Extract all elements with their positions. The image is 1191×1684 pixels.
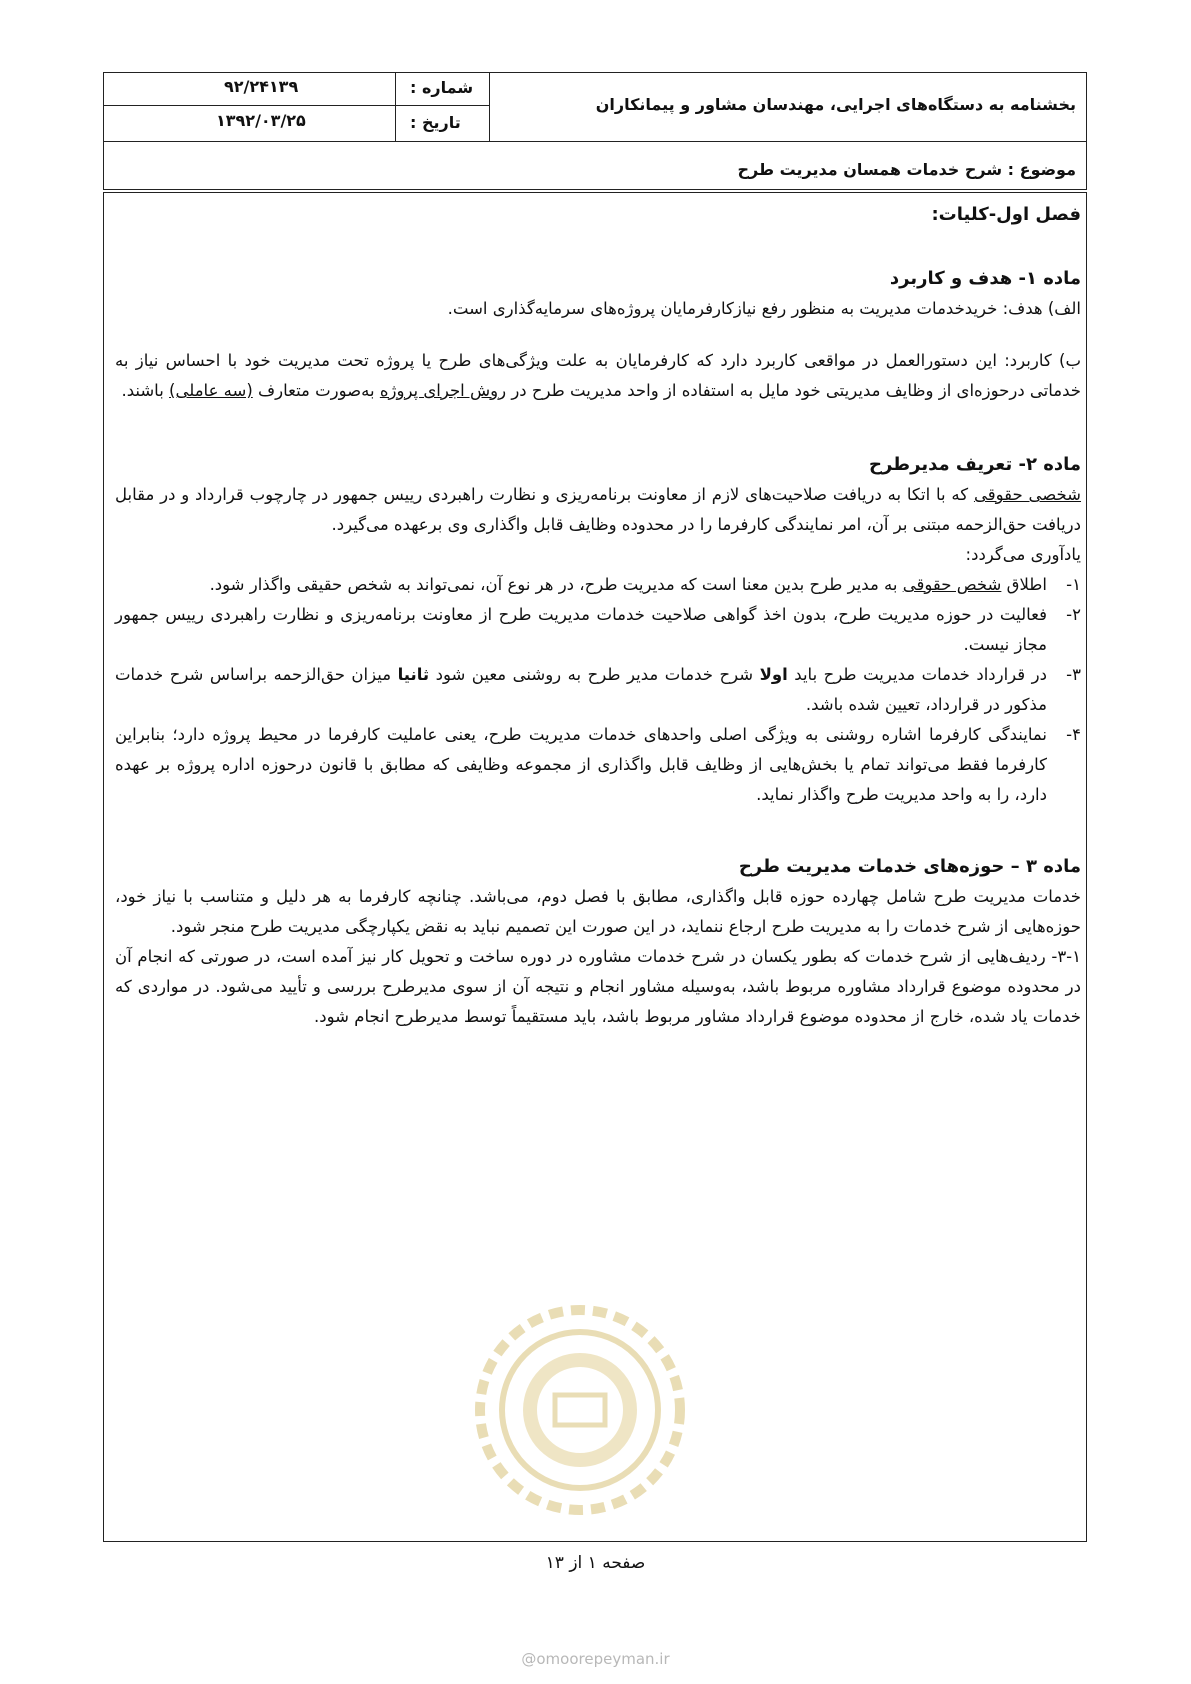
subject-line: موضوع : شرح خدمات همسان مدیریت طرح — [737, 160, 1076, 179]
page-number: صفحه ۱ از ۱۳ — [545, 1553, 646, 1573]
list-item: ۳- در قرارداد خدمات مدیریت طرح باید اولا شرح خدمات مدیر طرح به روشنی معین شود ثانیا میزان حق‌الزحمه براساس شرح خدمات مذکور در قرارداد، تعیین شده باشد. — [115, 665, 1081, 714]
addressee-line: بخشنامه به دستگاه‌های اجرایی، مهندسان مشاور و پیمانکاران — [595, 95, 1076, 114]
date-value: ۱۳۹۲/۰۳/۲۵ — [216, 111, 306, 130]
brand-watermark: @omoorepeyman.ir — [521, 1650, 670, 1668]
article-2-definition: شخصی حقوقی که با اتکا به دریافت صلاحیت‌های لازم از معاونت برنامه‌ریزی و نظارت راهبردی رییس جمهور در چارچوب قرارداد و در مقابل دریافت حق‌الزحمه مبتنی بر آن، امر نمایندگی کارفرما را در محدوده وظایف قابل واگذاری وی برعهده می‌گیرد. — [115, 485, 1082, 534]
article-1-para-b: ب) کاربرد: این دستورالعمل در مواقعی کاربرد دارد که کارفرمایان به علت ویژگی‌های طرح یا پروژه تحت مدیریت خود با احساس نیاز به خدماتی درحوزه‌ای از وظایف مدیریتی خود مایل به استفاده از واحد مدیریت طرح در روش اجرای پروژه به‌صورت متعارف (سه عاملی) باشند. — [115, 351, 1081, 400]
underlined-term: شخصی حقوقی — [973, 485, 1082, 504]
chapter-title: فصل اول-کلیات: — [931, 204, 1081, 225]
bold-term: اولا — [759, 665, 788, 684]
article-2-title: ماده ۲- تعریف مدیرطرح — [869, 454, 1081, 475]
seal-watermark-icon — [470, 1300, 690, 1520]
bold-term: ثانیا — [397, 665, 430, 684]
reminder-list — [115, 570, 1081, 810]
article-3-title: ماده ۳ – حوزه‌های خدمات مدیریت طرح — [738, 856, 1081, 877]
article-3-sub-1: ۳-۱- ردیف‌هایی از شرح خدمات که بطور یکسان در شرح خدمات مشاوره در دوره ساخت و تحویل کار نیز آمده است، در صورتی که انجام آن در محدوده موضوع قرارداد مشاوره مربوط باشد، به‌وسیله مشاور انجام و نتیجه آن از سوی مدیرطرح بررسی و تأیید می‌شود. در مواردی که خدمات یاد شده، خارج از محدوده موضوع قرارداد مشاور مربوط باشد، باید مستقیماً توسط مدیرطرح انجام شود. — [115, 947, 1081, 1026]
article-1-para-a: الف) هدف: خریدخدمات مدیریت به منظور رفع نیازکارفرمایان پروژه‌های سرمایه‌گذاری است. — [447, 299, 1081, 318]
reminder-label: یادآوری می‌گردد: — [965, 545, 1081, 564]
article-3-para: خدمات مدیریت طرح شامل چهارده حوزه قابل واگذاری، مطابق با فصل دوم، می‌باشد. چنانچه کارفرما به هر دلیل و متناسب با نیاز خود، حوزه‌هایی از شرح خدمات را به مدیریت طرح ارجاع ننماید، در این صورت این تصمیم نباید به نقض یکپارچگی مدیریت طرح منجر شود. — [115, 887, 1081, 936]
number-label: شماره : — [410, 78, 474, 97]
number-value: ۹۲/۲۴۱۳۹ — [224, 77, 299, 96]
list-item: ۲- فعالیت در حوزه مدیریت طرح، بدون اخذ گواهی صلاحیت خدمات مدیریت طرح از معاونت برنامه‌ریزی و نظارت راهبردی رییس جمهور مجاز نیست. — [115, 605, 1081, 654]
underlined-term: شخص حقوقی — [902, 575, 1002, 594]
list-item: ۱- اطلاق شخص حقوقی به مدیر طرح بدین معنا است که مدیریت طرح، در هر نوع آن، نمی‌تواند به شخص حقیقی واگذار شود. — [209, 575, 1081, 594]
document-body — [115, 196, 1081, 1032]
list-item: ۴- نمایندگی کارفرما اشاره روشنی به ویژگی اصلی واحدهای خدمات مدیریت طرح، یعنی عاملیت کارفرما در محیط پروژه دارد؛ بنابراین کارفرما فقط می‌تواند تمام یا بخش‌هایی از وظایف قابل واگذاری از مجموعه وظایفی که مطابق با قانون درحوزه اداره پروژه بر عهده دارد، را به واحد مدیریت طرح واگذار نماید. — [115, 725, 1081, 804]
article-1-title: ماده ۱- هدف و کاربرد — [889, 268, 1081, 289]
underlined-term: روش اجرای پروژه — [379, 381, 507, 400]
underlined-term: (سه عاملی) — [169, 381, 253, 400]
letter-header — [103, 72, 1087, 190]
date-label: تاریخ : — [410, 113, 461, 132]
